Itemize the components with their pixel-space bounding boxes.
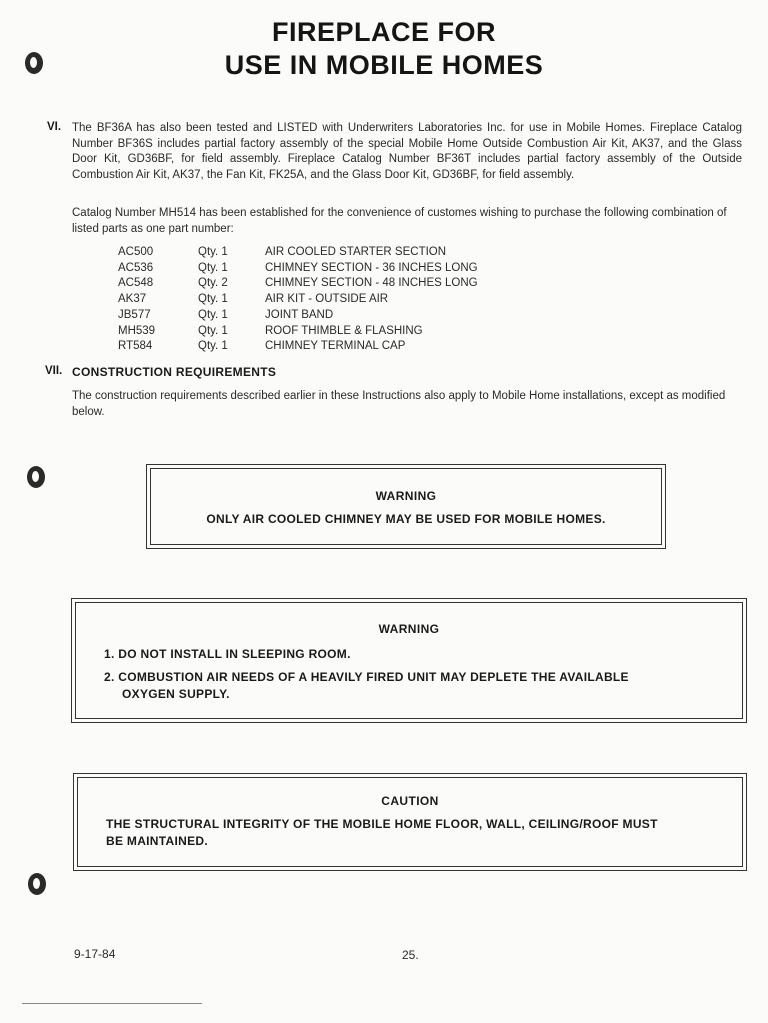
warning-heading: WARNING <box>378 622 440 636</box>
parts-list <box>118 245 478 355</box>
section-6-paragraph-2: Catalog Number MH514 has been established for the convenience of customes wishing to purchase the following combination of listed parts as one part number: <box>72 207 727 235</box>
list-item <box>118 276 478 292</box>
part-qty: Qty. 1 <box>198 261 228 274</box>
section-7-heading: CONSTRUCTION REQUIREMENTS <box>72 365 277 379</box>
caution-box <box>73 773 747 871</box>
warning-text: ONLY AIR COOLED CHIMNEY MAY BE USED FOR MOBILE HOMES. <box>206 512 606 526</box>
warning-item-1: 1. DO NOT INSTALL IN SLEEPING ROOM. <box>104 647 351 661</box>
part-qty: Qty. 1 <box>198 340 228 353</box>
list-item <box>118 324 478 340</box>
part-desc: AIR COOLED STARTER SECTION <box>265 246 447 258</box>
punch-hole-icon <box>28 873 46 895</box>
list-item <box>118 308 478 324</box>
part-qty: Qty. 2 <box>198 277 228 290</box>
part-code: AC536 <box>118 261 154 274</box>
part-desc: CHIMNEY SECTION - 48 INCHES LONG <box>265 277 478 290</box>
list-item <box>118 339 478 355</box>
section-6-number: VI. <box>47 121 62 133</box>
part-desc: AIR KIT - OUTSIDE AIR <box>265 293 389 306</box>
caution-text-line-1: THE STRUCTURAL INTEGRITY OF THE MOBILE HOME FLOOR, WALL, CEILING/ROOF MUST <box>106 817 658 831</box>
section-7-number: VII. <box>45 365 63 377</box>
page-title <box>0 16 768 82</box>
part-qty: Qty. 1 <box>198 324 228 337</box>
part-qty: Qty. 1 <box>198 308 228 321</box>
footer-date: 9-17-84 <box>74 947 116 961</box>
caution-heading: CAUTION <box>381 794 439 808</box>
warning-box-chimney <box>146 464 666 549</box>
section-6-paragraph-1: The BF36A has also been tested and LISTED with Underwriters Laboratories Inc. for use in Mobile Homes. Fireplace Catalog Number BF36S includes partial factory assembly of the special Mobile Home Outside Combustion Air Kit, AK37, and the Glass Door Kit, GD36BF, for field assembly. Fireplace Catalog Number BF36T includes partial factory assembly of the Outside Combustion Air Kit, AK37, the Fan Kit, FK25A, and the Glass Door Kit, GD36BF, for field assembly. <box>72 122 742 181</box>
part-code: AC500 <box>118 246 154 258</box>
part-code: MH539 <box>118 324 156 337</box>
part-code: AK37 <box>118 293 147 306</box>
list-item <box>118 292 478 308</box>
part-desc: CHIMNEY SECTION - 36 INCHES LONG <box>265 261 478 274</box>
warning-item-2: 2. COMBUSTION AIR NEEDS OF A HEAVILY FIRED UNIT MAY DEPLETE THE AVAILABLE <box>104 670 629 684</box>
part-qty: Qty. 1 <box>198 293 228 306</box>
footer-rule <box>22 1003 202 1004</box>
warning-item-2-continued: OXYGEN SUPPLY. <box>122 687 230 701</box>
part-desc: JOINT BAND <box>265 308 334 321</box>
part-qty: Qty. 1 <box>198 246 228 258</box>
section-7-paragraph: The construction requirements described earlier in these Instructions also apply to Mobile Home installations, except as modified below. <box>72 390 726 418</box>
title-line-1: FIREPLACE FOR <box>271 17 496 47</box>
part-code: JB577 <box>118 308 151 321</box>
caution-text-line-2: BE MAINTAINED. <box>106 834 208 848</box>
part-code: RT584 <box>118 340 153 353</box>
page-number: 25. <box>402 948 419 962</box>
punch-hole-icon <box>27 466 45 488</box>
part-desc: CHIMNEY TERMINAL CAP <box>265 340 406 353</box>
warning-box-oxygen <box>71 598 747 723</box>
list-item <box>118 261 478 277</box>
list-item <box>118 245 478 261</box>
title-line-2: USE IN MOBILE HOMES <box>224 50 544 80</box>
part-desc: ROOF THIMBLE & FLASHING <box>265 324 423 337</box>
warning-heading: WARNING <box>375 489 437 503</box>
part-code: AC548 <box>118 277 154 290</box>
